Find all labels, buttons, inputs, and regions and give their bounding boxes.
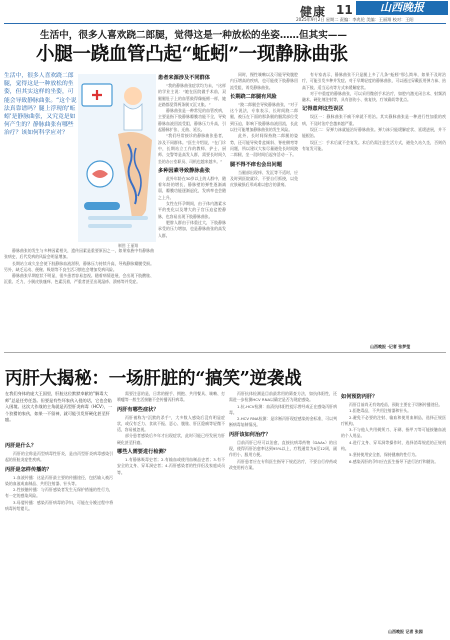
subhead: 记得意拜这些误区: [302, 106, 344, 113]
story1-column-d: [302, 72, 446, 342]
story2-column-c: [229, 391, 337, 631]
paragraph: 需要注意的是，日常的握手、拥抱、共用餐具、咳嗽、打喷嚏等一般生活接触不会传播丙肝病毒。: [117, 391, 225, 403]
story2-column-a: [5, 440, 113, 630]
paragraph: “我们经常接诊的静脉曲张患者，涉及不同群体。”医生介绍说，“在门诊中，长期站立工作的教师、护士、厨师、交警等是高发人群，需要长时间久坐的办公室职员、司机也越来越多。”: [158, 133, 226, 164]
paragraph: 2.避免不必要的注射、输血和使用血制品，选择正规医疗机构。: [341, 414, 446, 426]
subhead: 长期跷二郎腿有风险: [230, 93, 277, 100]
paragraph: 3.不与他人共用剃须刀、牙刷、指甲刀等可能接触血液的个人用品。: [341, 427, 446, 439]
paragraph: 目前丙肝已经可以治愈，直接抗病毒药物（DAAs）的出现，使得丙肝治愈率达到95%以上，疗程通常为8至12周，副作用小，服用方便。: [229, 439, 337, 458]
paragraph: 误区一：静脉曲张不痛不痒就不用治。其实静脉曲张是一种进行性加重的疾病，不及时治疗会越来越严重。: [302, 114, 446, 126]
subhead: 多种因素导致静脉曲张: [158, 167, 210, 174]
paragraph: 5.坚持使用安全套，保持健康的性行为。: [349, 452, 419, 458]
paragraph: 静脉曲张的发生与多种因素相关，遗传因素是重要原因之一，如果家族中有静脉曲张病史，后代发病的风险会明显增加。: [4, 248, 154, 260]
paragraph: 3.母婴传播：感染丙肝病毒的孕妇，可能在分娩过程中将病毒传给婴儿。: [5, 499, 113, 512]
paragraph: 此外年龄在30岁以上的人群中，随着年龄的增长，静脉壁的弹性逐渐减弱，瓣膜功能逐渐退化，发病率也会随之上升。: [158, 175, 226, 200]
paragraph: 同时，慢性咳嗽以及可能导致腹腔内压增高的疾病，也可能使下肢静脉回流受阻，诱发静脉曲张。: [230, 72, 298, 90]
subhead: 丙肝该如何治疗？: [229, 431, 271, 438]
subhead: 如何预防丙肝？: [341, 394, 378, 400]
story2-headline: 丙肝大揭秘：一场肝脏的“搞笑”逆袭战: [5, 369, 302, 389]
story1-column-c: [230, 72, 298, 347]
story-separator: [4, 352, 446, 353]
paragraph: 1.拒绝毒品，不共用注射器和针头。: [349, 408, 412, 414]
paragraph: “跷二郎腿会导致静脉曲张，”对于这个说法，专家表示，长时间跷二郎腿，被压在下面的那条腿的腘窝部位受到压迫，影响下肢静脉血液回流，长此以往可能增加静脉曲张的发生风险。: [230, 101, 298, 133]
paragraph: 6.感染丙肝的孕妇应在医生指导下进行治疗和随访。: [349, 458, 439, 464]
subhead: 患者来源涉及不同群体: [158, 75, 210, 81]
story1-kicker: 生活中，很多人喜欢跷二郎腿，觉得这是一种放松的坐姿……但其实——: [40, 30, 347, 41]
paragraph: 2.HCV RNA检测：是诊断丙肝现症感染的金标准，可以判断病毒复制情况。: [229, 416, 337, 428]
story1-lead: 生活中，很多人喜欢跷二郎腿，觉得这是一种放松的坐姿，但其实这样的坐姿，可能会导致静脉曲张。“这个说法真靠谱吗？腿上浮现的‘蚯蚓’是静脉曲张，又究竟是如何产生的？静脉曲张有哪些治疗？该如何科学应对？: [4, 73, 77, 137]
page-number: 11: [336, 3, 353, 17]
newspaper-logo: 山西晚报: [356, 1, 448, 15]
paragraph: 1.血液传播：这是丙肝最主要的传播途径，包括输入被污染的血液或血制品、共用注射器、针头等。: [5, 474, 113, 486]
paragraph: 有专家表示，静脉曲张不只是腿上多了几条“蚯蚓”那么简单，如果不及时治疗，可能引发多种并发症。对于早期轻度的静脉曲张，可以通过穿戴医用弹力袜、抬高下肢、适当运动等方式来缓解症状。: [302, 72, 446, 90]
paragraph: 静脉曲张是一种常见的血管疾病，主要是指下肢静脉瓣膜功能不全，导致静脉血液回流受阻，静脉压力升高，引起静脉扩张、迂曲、延长。: [158, 108, 226, 133]
story1-byline: 山西晚报 ·记者 张梦莹: [370, 344, 411, 349]
subhead: 丙肝是怎样传播的？: [5, 466, 52, 473]
paragraph: 部分患者感染后多年才出现症状，此时可能已经发展为肝硬化甚至肝癌。: [117, 433, 225, 445]
paragraph: 误区三：手术后就不会复发。术后仍需注意生活方式，避免久站久坐，否则仍有复发可能。: [302, 139, 446, 151]
story2-intro: 在我们身体的庞大王国里，肝脏这位默默奉献的“解毒大师”总是任劳任怨。但要是有些坏家伙入侵的话，它也会陷入困境。这次大作战的主角就是丙型肝炎病毒（HCV），一个狡猾的家伙，如果一不留神，就可能引发肝硬化甚至肝癌。: [5, 391, 113, 423]
illustration-caption: 制图 王丽翔: [118, 243, 139, 248]
story2-column-d: [341, 391, 446, 627]
paragraph: 丙肝患者应在专科医生指导下规范治疗，不要自行停药或改变用药方案。: [229, 458, 337, 470]
paragraph: 2.性接触传播：与丙肝感染者发生无保护措施的性行为，有一定的感染风险。: [5, 487, 113, 499]
paragraph: 丙肝抗体检测是目前最常用的筛查方法，如抗体阳性，还需进一步检测HCV RNA以确定是否为现症感染。: [229, 391, 337, 403]
header-divider: [4, 23, 446, 24]
subhead: 腿不得不痒也会出问题: [230, 161, 282, 168]
paragraph: 长期站立或久坐会使下肢静脉血液淤积，静脉压力持续升高，导致静脉瓣膜受损。另外，缺乏运动、便秘、吸烟等不良生活习惯也会增加发病风险。: [4, 260, 154, 272]
story2-byline: 山西晚报 记者 张园: [388, 629, 423, 634]
story2-column-b: [117, 391, 225, 631]
paragraph: 4.进行文身、穿耳洞等操作时，选择消毒规范的正规机构。: [341, 439, 446, 452]
section-name: 健康: [300, 5, 327, 19]
date-line: 2025年9月2日 星期二 责编：李兆伦 美编：王丽翔 校对：王阳: [296, 17, 414, 22]
story1-column-b: [158, 72, 226, 347]
story1-headline: 小腿一跷血管凸起“蚯蚓”一现静脉曲张: [36, 44, 348, 65]
paragraph: 丙肝的全称是丙型病毒性肝炎，是由丙型肝炎病毒感染引起的肝脏炎症性疾病。: [5, 451, 113, 463]
paragraph: “我的静脉曲张症状均为未，”这样的学业主说：“她在医院做手术前，双腿腿肚子上的血管鼓得像蚯蚓一样，她走路都觉得两条腿又沉又胀。”: [158, 83, 226, 107]
paragraph: 对于中重度的静脉曲张，可以采用微创手术治疗，如腔内激光闭合术、射频消融术、硬化剂注射等，具有创伤小、恢复快、疗效确切等优点。: [302, 90, 446, 103]
paragraph: 静脉曲张早期症状不明显，很多患者容易忽视。随着病情进展，会出现下肢酸胀、沉重、乏力，小腿皮肤瘙痒、色素沉着，严重者甚至出现湿疹、溃疡等并发症。: [4, 273, 154, 285]
subhead: 丙肝是什么？: [5, 443, 37, 449]
paragraph: 肥胖人群由于体重过大，下肢静脉承受的压力增加，也是静脉曲张的高发人群。: [158, 219, 226, 238]
paragraph: 此外，长时间保持跷二郎腿的姿势，还可能导致骨盆倾斜、脊柱侧弯等问题，所以建议大家尽量避免长时间跷二郎腿，坐一段时间后起身活动一下。: [230, 133, 298, 158]
paragraph: 当腿部出现痒、发沉等不适时，应及时到医院就诊，不要自行抓挠，以免皮肤破损后形成难以愈合的溃疡。: [230, 169, 298, 188]
subhead: 丙肝有哪些症状？: [117, 406, 159, 413]
paragraph: 误区二：穿弹力袜就能治好静脉曲张。弹力袜只能缓解症状、延缓进展，并不能根治。: [302, 127, 446, 139]
story1-column-a: [4, 248, 154, 344]
paragraph: 丙肝被称为“沉默的杀手”，大多数人感染后没有明显症状，或仅有乏力、食欲不振、恶心、腹胀、肝区隐痛等轻微不适，容易被忽视。: [117, 414, 225, 433]
subhead: 哪些人需要进行检测？: [117, 449, 169, 456]
paragraph: 1.有静脉吸毒史者；2.有输血或使用血制品史者；3.有不安全的文身、穿耳洞史者；4.丙肝感染者的性伴侣及家庭成员等。: [117, 457, 225, 475]
medical-leg-vein-illustration: [78, 74, 156, 242]
paragraph: 丙肝目前尚无有效疫苗，预防主要在于切断传播途径。: [349, 402, 443, 407]
paragraph: 女性在怀孕期间，由于体内激素水平的变化以及增大的子宫压迫盆腔静脉，也容易出现下肢静脉曲张。: [158, 201, 226, 219]
paragraph: 1.抗-HCV检测：血清抗体阳性提示曾经或正在感染丙肝病毒。: [229, 403, 337, 415]
